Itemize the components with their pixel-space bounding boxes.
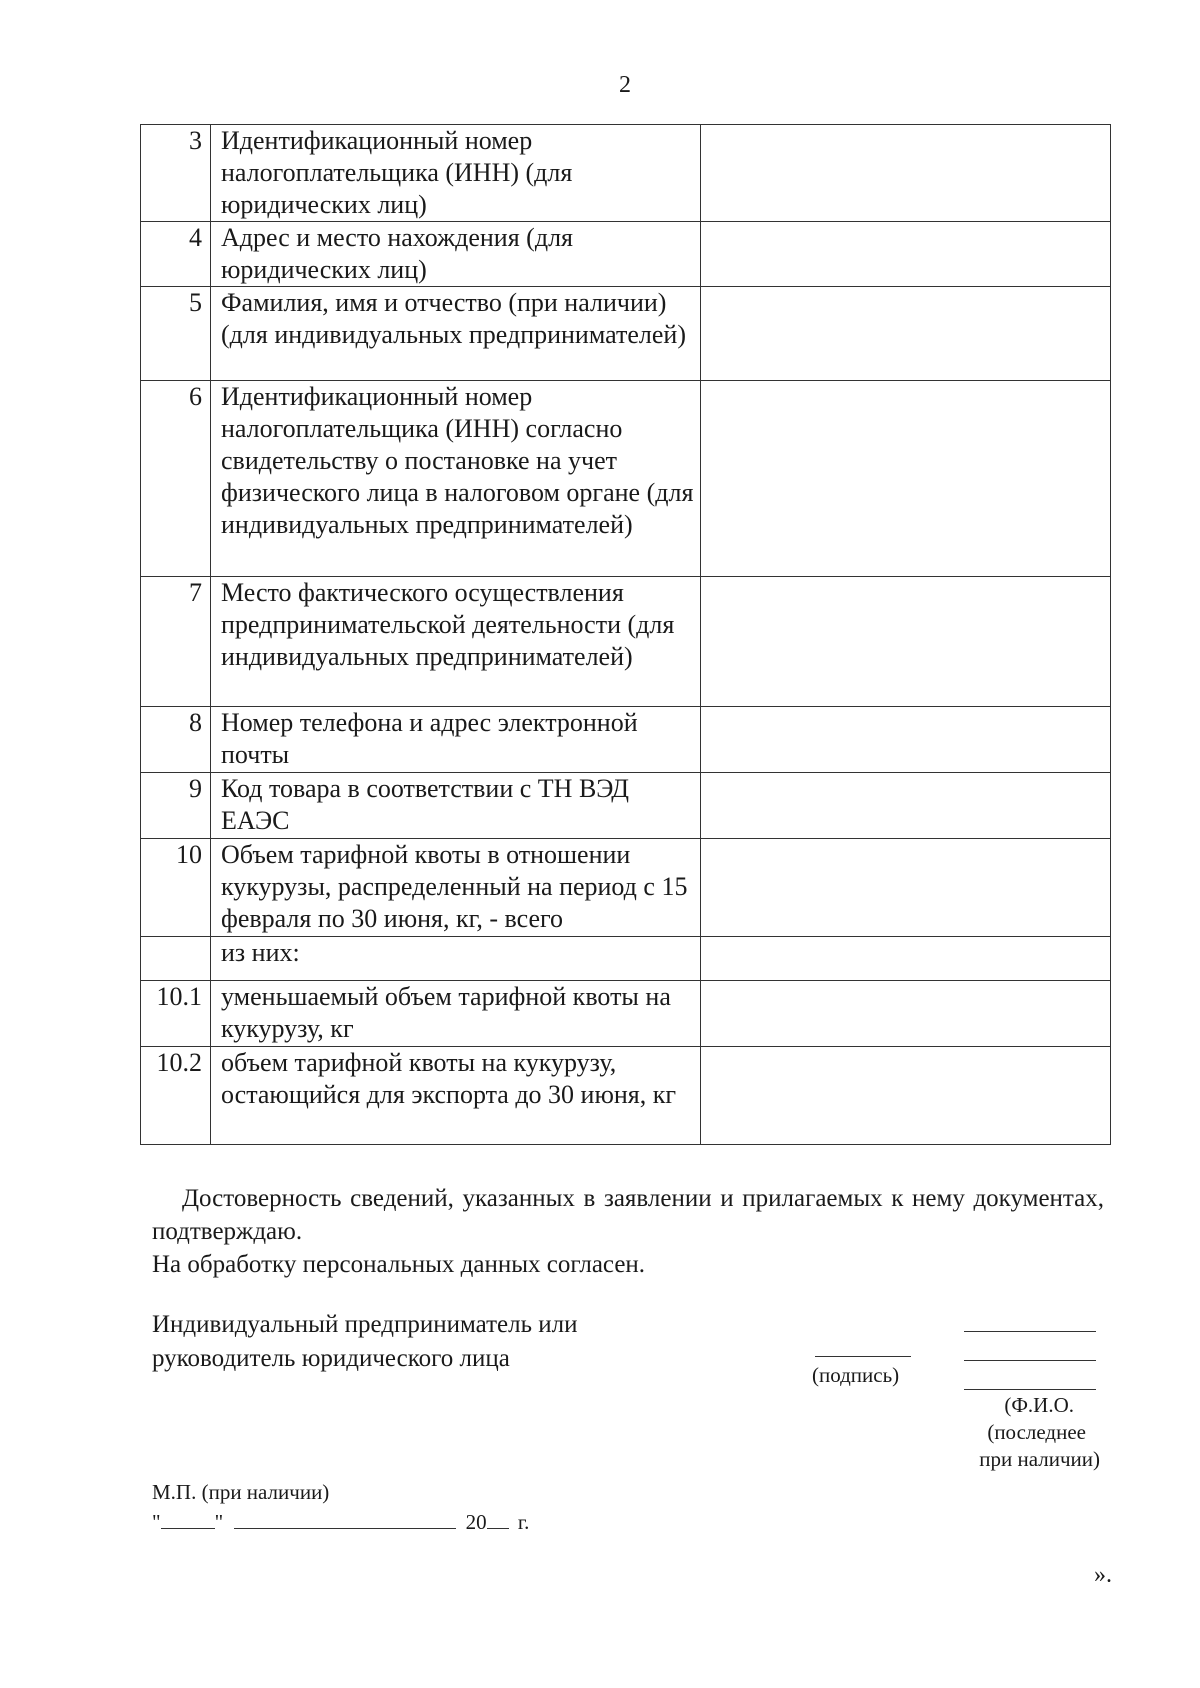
row-number: 7 bbox=[141, 577, 211, 707]
year-prefix: 20 bbox=[465, 1510, 487, 1534]
row-label: из них: bbox=[211, 937, 701, 981]
table-row bbox=[141, 773, 1111, 839]
signature-field-line[interactable] bbox=[815, 1356, 911, 1357]
row-label: Фамилия, имя и отчество (при наличии) (для индивидуальных предпринимателей) bbox=[211, 287, 701, 381]
table-row bbox=[141, 839, 1111, 937]
row-number: 9 bbox=[141, 773, 211, 839]
row-label: Адрес и место нахождения (для юридических лиц) bbox=[211, 222, 701, 287]
consent-text: На обработку персональных данных согласен. bbox=[152, 1251, 646, 1278]
confirmation-text: Достоверность сведений, указанных в заявлении и прилагаемых к нему документах, подтверждаю. bbox=[152, 1185, 1104, 1245]
row-value-cell[interactable] bbox=[701, 577, 1111, 707]
table-row bbox=[141, 937, 1111, 981]
year-suffix: г. bbox=[517, 1510, 530, 1534]
signer-title-line: Индивидуальный предприниматель или bbox=[152, 1311, 578, 1338]
row-label: Идентификационный номер налогоплательщика (ИНН) (для юридических лиц) bbox=[211, 125, 701, 222]
row-number: 6 bbox=[141, 381, 211, 577]
quote-open: " bbox=[152, 1510, 161, 1534]
row-value-cell[interactable] bbox=[701, 981, 1111, 1047]
page-number: 2 bbox=[619, 72, 631, 98]
fio-caption bbox=[940, 1392, 1100, 1473]
row-label: объем тарифной квоты на кукурузу, остающийся для экспорта до 30 июня, кг bbox=[211, 1047, 701, 1145]
row-value-cell[interactable] bbox=[701, 125, 1111, 222]
month-field-line[interactable] bbox=[234, 1510, 456, 1529]
row-number: 4 bbox=[141, 222, 211, 287]
fio-field-line[interactable] bbox=[964, 1360, 1096, 1361]
row-value-cell[interactable] bbox=[701, 222, 1111, 287]
row-label: Объем тарифной квоты в отношении кукурузы, распределенный на период с 15 февраля по 30 июня, кг, - всего bbox=[211, 839, 701, 937]
fio-field-line[interactable] bbox=[964, 1331, 1096, 1332]
fio-caption-line: (Ф.И.О. bbox=[1004, 1393, 1074, 1417]
table-row bbox=[141, 1047, 1111, 1145]
row-number: 10.1 bbox=[141, 981, 211, 1047]
table-row bbox=[141, 125, 1111, 222]
quote-close: " bbox=[214, 1510, 224, 1534]
seal-note: М.П. (при наличии) bbox=[152, 1480, 330, 1504]
signer-title-line: руководитель юридического лица bbox=[152, 1345, 510, 1372]
row-value-cell[interactable] bbox=[701, 381, 1111, 577]
application-form-table bbox=[140, 124, 1111, 1145]
signature-caption: (подпись) bbox=[812, 1363, 900, 1387]
signer-title bbox=[152, 1308, 577, 1376]
table-row bbox=[141, 287, 1111, 381]
row-value-cell[interactable] bbox=[701, 839, 1111, 937]
fio-field-line[interactable] bbox=[964, 1389, 1096, 1390]
day-field-line[interactable] bbox=[161, 1510, 215, 1529]
row-label: Место фактического осуществления предпринимательской деятельности (для индивидуальных предпринимателей) bbox=[211, 577, 701, 707]
table-row bbox=[141, 981, 1111, 1047]
year-field-line[interactable] bbox=[487, 1510, 509, 1529]
table-row bbox=[141, 381, 1111, 577]
table-row bbox=[141, 577, 1111, 707]
row-number: 5 bbox=[141, 287, 211, 381]
row-value-cell[interactable] bbox=[701, 287, 1111, 381]
fio-caption-line: при наличии) bbox=[979, 1447, 1100, 1471]
table-row bbox=[141, 222, 1111, 287]
row-number bbox=[141, 937, 211, 981]
table-row bbox=[141, 707, 1111, 773]
row-value-cell[interactable] bbox=[701, 937, 1111, 981]
row-label: Идентификационный номер налогоплательщика (ИНН) согласно свидетельству о постановке на учет физического лица в налоговом органе (для индивидуальных предпринимателей) bbox=[211, 381, 701, 577]
row-value-cell[interactable] bbox=[701, 707, 1111, 773]
date-field bbox=[152, 1508, 529, 1536]
row-number: 8 bbox=[141, 707, 211, 773]
row-label: уменьшаемый объем тарифной квоты на кукурузу, кг bbox=[211, 981, 701, 1047]
row-number: 3 bbox=[141, 125, 211, 222]
row-number: 10 bbox=[141, 839, 211, 937]
row-number: 10.2 bbox=[141, 1047, 211, 1145]
row-label: Код товара в соответствии с ТН ВЭД ЕАЭС bbox=[211, 773, 701, 839]
fio-caption-line: (последнее bbox=[987, 1420, 1086, 1444]
row-label: Номер телефона и адрес электронной почты bbox=[211, 707, 701, 773]
row-value-cell[interactable] bbox=[701, 773, 1111, 839]
closing-quote: ». bbox=[1094, 1562, 1112, 1588]
row-value-cell[interactable] bbox=[701, 1047, 1111, 1145]
